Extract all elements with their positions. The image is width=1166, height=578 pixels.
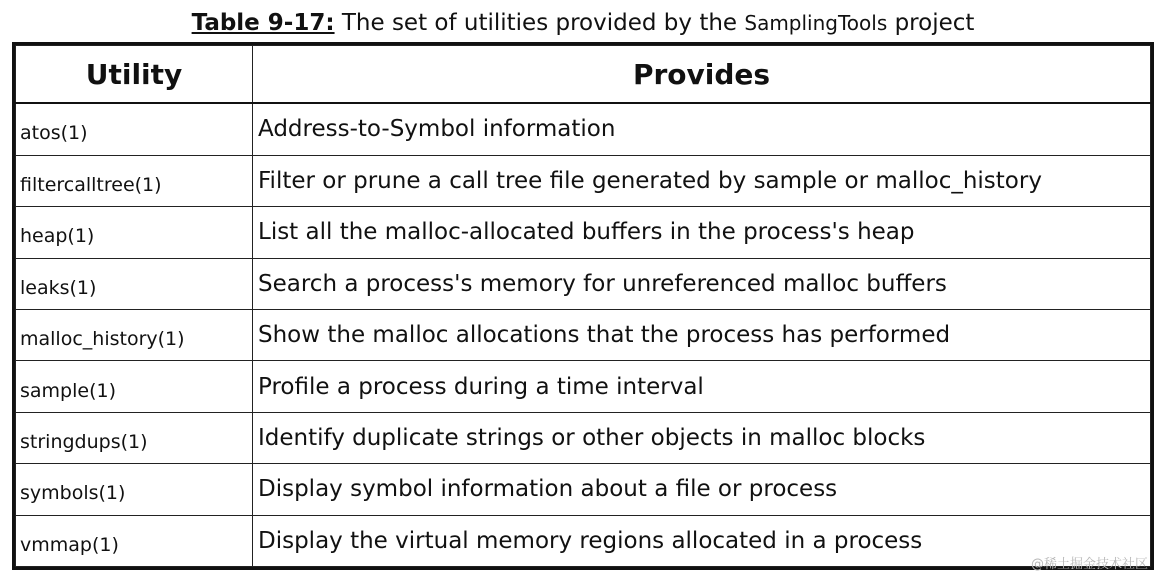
table-row — [16, 258, 1151, 309]
utility-cell: stringdups(1) — [16, 412, 253, 463]
utility-cell: heap(1) — [16, 207, 253, 258]
utility-cell: filtercalltree(1) — [16, 155, 253, 206]
table-header-row — [16, 46, 1151, 104]
provides-cell: Show the malloc allocations that the process has performed — [253, 309, 1151, 360]
watermark-text: @稀土掘金技术社区 — [1030, 557, 1148, 572]
utility-cell: symbols(1) — [16, 464, 253, 515]
utilities-table-container — [12, 42, 1154, 570]
header-provides: Provides — [253, 46, 1151, 104]
provides-cell: Display the virtual memory regions allocated in a process — [253, 515, 1151, 566]
table-caption-project: SamplingTools — [744, 11, 888, 35]
header-utility: Utility — [16, 46, 253, 104]
utility-cell: malloc_history(1) — [16, 309, 253, 360]
provides-cell: Address-to-Symbol information — [253, 103, 1151, 155]
provides-cell: Profile a process during a time interval — [253, 361, 1151, 412]
utility-cell: atos(1) — [16, 103, 253, 155]
table-row — [16, 361, 1151, 412]
table-row — [16, 103, 1151, 155]
table-row — [16, 412, 1151, 463]
table-caption-suffix: project — [887, 10, 975, 36]
table-row — [16, 309, 1151, 360]
table-row — [16, 464, 1151, 515]
provides-cell: Filter or prune a call tree file generated by sample or malloc_history — [253, 155, 1151, 206]
table-caption-text: The set of utilities provided by the — [334, 10, 745, 36]
table-row — [16, 155, 1151, 206]
provides-cell: Identify duplicate strings or other objects in malloc blocks — [253, 412, 1151, 463]
utility-cell: vmmap(1) — [16, 515, 253, 566]
table-caption-label: Table 9-17: — [191, 10, 335, 36]
table-caption — [0, 10, 1166, 36]
provides-cell: Search a process's memory for unreferenced malloc buffers — [253, 258, 1151, 309]
provides-cell: Display symbol information about a file or process — [253, 464, 1151, 515]
utilities-table — [15, 45, 1151, 567]
table-row — [16, 515, 1151, 566]
provides-cell: List all the malloc-allocated buffers in the process's heap — [253, 207, 1151, 258]
utility-cell: leaks(1) — [16, 258, 253, 309]
utility-cell: sample(1) — [16, 361, 253, 412]
table-row — [16, 207, 1151, 258]
